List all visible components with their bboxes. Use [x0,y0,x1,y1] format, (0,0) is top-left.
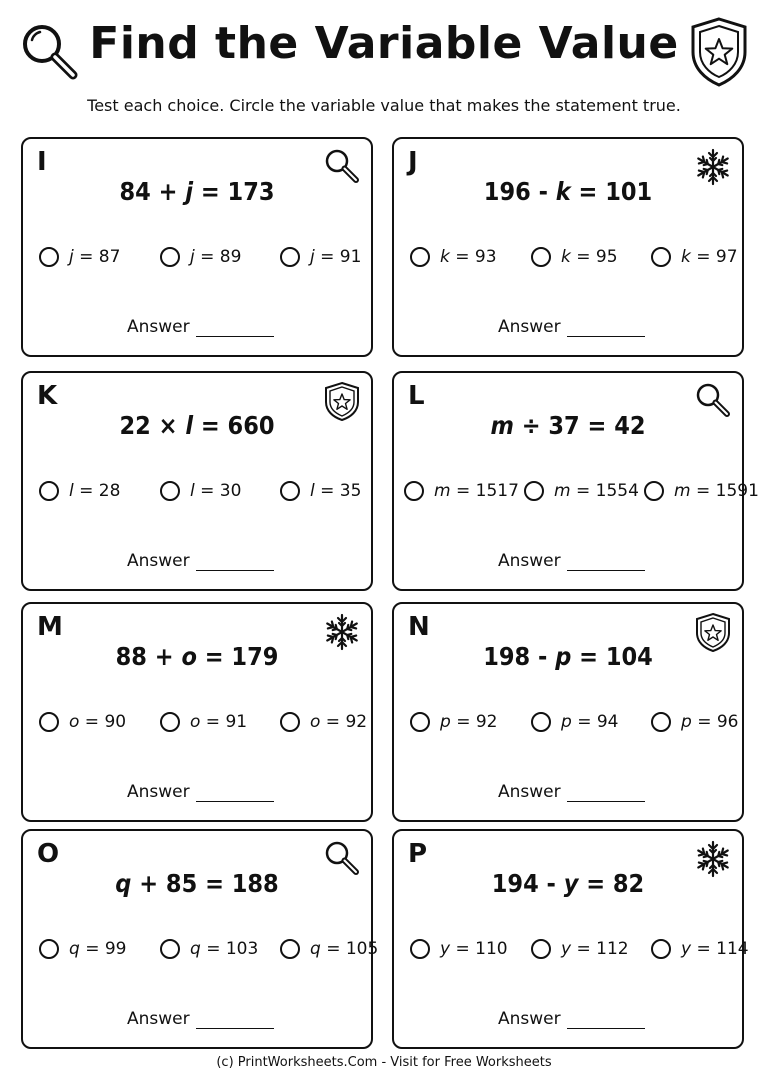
choice-label [681,712,739,732]
choice-bubble[interactable] [651,939,671,959]
choice-value: 92 [475,712,498,732]
choice-variable: q [190,939,201,959]
problem-letter: K [37,381,58,411]
choice-equals: = [570,247,596,267]
choice-option[interactable] [410,247,497,267]
choice-value: 96 [716,712,739,732]
choice-equals: = [200,712,226,732]
choice-bubble[interactable] [160,939,180,959]
problem-letter: L [408,381,425,411]
choice-equals: = [200,939,226,959]
equation: 22 × l = 660 [119,411,275,440]
choice-label [440,939,508,959]
answer-label: Answer [127,782,190,802]
choice-value: 97 [715,247,738,267]
choice-value: 30 [219,481,242,501]
answer-row [127,1009,274,1029]
choice-bubble[interactable] [531,712,551,732]
answer-blank[interactable] [567,320,645,337]
choice-variable: k [440,247,450,267]
choice-option[interactable] [651,712,739,732]
answer-blank[interactable] [567,1012,645,1029]
choice-bubble[interactable] [280,939,300,959]
choice-label [561,247,618,267]
choice-equals: = [320,939,346,959]
choice-value: 1517 [475,481,519,501]
choice-bubble[interactable] [39,712,59,732]
choice-bubble[interactable] [160,247,180,267]
problem-letter: J [408,147,418,177]
choice-bubble[interactable] [651,247,671,267]
choice-bubble[interactable] [410,712,430,732]
problem-letter: N [408,612,430,642]
choice-equals: = [320,712,346,732]
choice-option[interactable] [280,939,378,959]
problem-card-l [392,371,759,591]
choice-equals: = [571,712,597,732]
choice-value: 28 [98,481,121,501]
choice-label [674,481,759,501]
answer-label: Answer [498,1009,561,1029]
answer-blank[interactable] [567,554,645,571]
problem-card-m [21,602,373,822]
choice-label [69,712,126,732]
choice-option[interactable] [524,481,639,501]
answer-blank[interactable] [196,785,274,802]
choice-label [440,712,498,732]
choice-value: 90 [104,712,127,732]
choice-equals: = [450,712,476,732]
choice-variable: q [310,939,321,959]
choice-option[interactable] [39,712,126,732]
choice-variable: l [69,481,74,501]
choice-equals: = [691,939,717,959]
choice-option[interactable] [160,712,247,732]
choice-option[interactable] [280,247,361,267]
choice-variable: l [190,481,195,501]
problem-card-o [21,829,379,1049]
choice-bubble[interactable] [410,939,430,959]
choice-variable: p [681,712,692,732]
answer-row [127,317,274,337]
choice-variable: j [310,247,315,267]
choice-option[interactable] [39,939,127,959]
choice-bubble[interactable] [39,247,59,267]
choice-list [394,481,759,507]
choice-value: 92 [345,712,368,732]
choice-bubble[interactable] [280,247,300,267]
choice-variable: y [681,939,692,959]
choice-option[interactable] [651,247,738,267]
choice-option[interactable] [39,481,120,501]
problem-card-k [21,371,373,591]
answer-label: Answer [127,551,190,571]
choice-value: 91 [225,712,248,732]
choice-label [434,481,519,501]
choice-variable: k [561,247,571,267]
choice-list [394,939,749,965]
choice-equals: = [570,481,596,501]
choice-list [23,481,371,507]
choice-bubble[interactable] [410,247,430,267]
problem-card-p [392,829,749,1049]
choice-bubble[interactable] [160,712,180,732]
choice-equals: = [450,481,476,501]
choice-value: 94 [596,712,619,732]
page-title: Find the Variable Value [89,18,679,69]
choice-variable: p [561,712,572,732]
choice-value: 91 [339,247,362,267]
choice-value: 1554 [595,481,639,501]
choice-option[interactable] [531,247,618,267]
choice-bubble[interactable] [39,481,59,501]
choice-label [69,481,120,501]
problem-letter: I [37,147,47,177]
footer: (c) PrintWorksheets.Com - Visit for Free Worksheets [216,1055,552,1070]
answer-row [498,317,645,337]
choice-bubble[interactable] [280,481,300,501]
choice-variable: q [69,939,80,959]
equation: 198 - p = 104 [483,642,653,671]
answer-row [498,782,645,802]
choice-variable: j [190,247,195,267]
badge-icon [688,16,750,88]
problem-card-n [392,602,744,822]
choice-bubble[interactable] [531,939,551,959]
choice-variable: o [310,712,321,732]
choice-equals: = [690,247,716,267]
choice-value: 93 [474,247,497,267]
choice-list [23,712,371,738]
choice-bubble[interactable] [404,481,424,501]
answer-blank[interactable] [196,320,274,337]
choice-equals: = [690,481,716,501]
choice-value: 35 [339,481,362,501]
problem-letter: M [37,612,63,642]
choice-bubble[interactable] [644,481,664,501]
choice-label [310,939,378,959]
choice-variable: p [440,712,451,732]
choice-bubble[interactable] [524,481,544,501]
choice-bubble[interactable] [651,712,671,732]
choice-option[interactable] [160,247,241,267]
choice-list [23,939,379,965]
equation: 84 + j = 173 [119,177,275,206]
answer-label: Answer [498,317,561,337]
choice-option[interactable] [404,481,519,501]
choice-label [190,939,258,959]
answer-label: Answer [498,551,561,571]
choice-bubble[interactable] [531,247,551,267]
choice-label [681,939,749,959]
choice-value: 99 [104,939,127,959]
choice-equals: = [79,939,105,959]
choice-equals: = [73,247,99,267]
choice-equals: = [314,247,340,267]
equation: 194 - y = 82 [491,869,645,898]
answer-label: Answer [127,1009,190,1029]
problem-card-i [21,137,373,357]
equation: m ÷ 37 = 42 [490,411,646,440]
choice-value: 110 [475,939,508,959]
choice-bubble[interactable] [39,939,59,959]
answer-row [127,782,274,802]
choice-label [190,247,241,267]
problem-card-j [392,137,744,357]
choice-equals: = [194,481,220,501]
instructions: Test each choice. Circle the variable value that makes the statement true. [87,96,681,115]
choice-value: 1591 [715,481,759,501]
choice-variable: j [69,247,74,267]
choice-value: 112 [596,939,629,959]
choice-equals: = [194,247,220,267]
choice-option[interactable] [644,481,759,501]
choice-variable: m [674,481,691,501]
answer-row [127,551,274,571]
choice-value: 89 [219,247,242,267]
choice-label [681,247,738,267]
choice-option[interactable] [410,712,498,732]
problem-letter: P [408,839,428,869]
answer-label: Answer [498,782,561,802]
choice-equals: = [79,712,105,732]
choice-value: 87 [98,247,121,267]
choice-label [69,939,127,959]
answer-blank[interactable] [196,554,274,571]
choice-option[interactable] [531,712,619,732]
choice-label [310,247,361,267]
choice-label [310,481,361,501]
answer-blank[interactable] [567,785,645,802]
choice-equals: = [571,939,597,959]
choice-option[interactable] [651,939,749,959]
answer-row [498,1009,645,1029]
choice-variable: m [434,481,451,501]
choice-bubble[interactable] [160,481,180,501]
choice-variable: o [190,712,201,732]
choice-list [394,712,742,738]
choice-variable: l [310,481,315,501]
choice-value: 103 [225,939,259,959]
choice-equals: = [450,939,476,959]
choice-list [394,247,742,273]
choice-label [561,712,619,732]
choice-label [190,712,247,732]
choice-option[interactable] [280,712,367,732]
equation: 88 + o = 179 [115,642,279,671]
choice-equals: = [691,712,717,732]
equation: q + 85 = 188 [115,869,279,898]
choice-label [69,247,120,267]
choice-value: 114 [716,939,749,959]
choice-option[interactable] [160,939,258,959]
choice-option[interactable] [39,247,120,267]
choice-label [561,939,629,959]
choice-label [190,481,241,501]
choice-label [554,481,639,501]
choice-label [310,712,367,732]
choice-option[interactable] [531,939,629,959]
choice-equals: = [73,481,99,501]
choice-bubble[interactable] [280,712,300,732]
problem-letter: O [37,839,60,869]
choice-variable: m [554,481,571,501]
choice-list [23,247,371,273]
equation: 196 - k = 101 [483,177,653,206]
choice-variable: k [681,247,691,267]
answer-label: Answer [127,317,190,337]
choice-equals: = [314,481,340,501]
choice-variable: y [440,939,451,959]
choice-value: 105 [345,939,379,959]
answer-row [498,551,645,571]
choice-option[interactable] [280,481,361,501]
choice-variable: o [69,712,80,732]
choice-equals: = [449,247,475,267]
choice-option[interactable] [410,939,508,959]
choice-option[interactable] [160,481,241,501]
answer-blank[interactable] [196,1012,274,1029]
choice-value: 95 [595,247,618,267]
choice-variable: y [561,939,572,959]
choice-label [440,247,497,267]
